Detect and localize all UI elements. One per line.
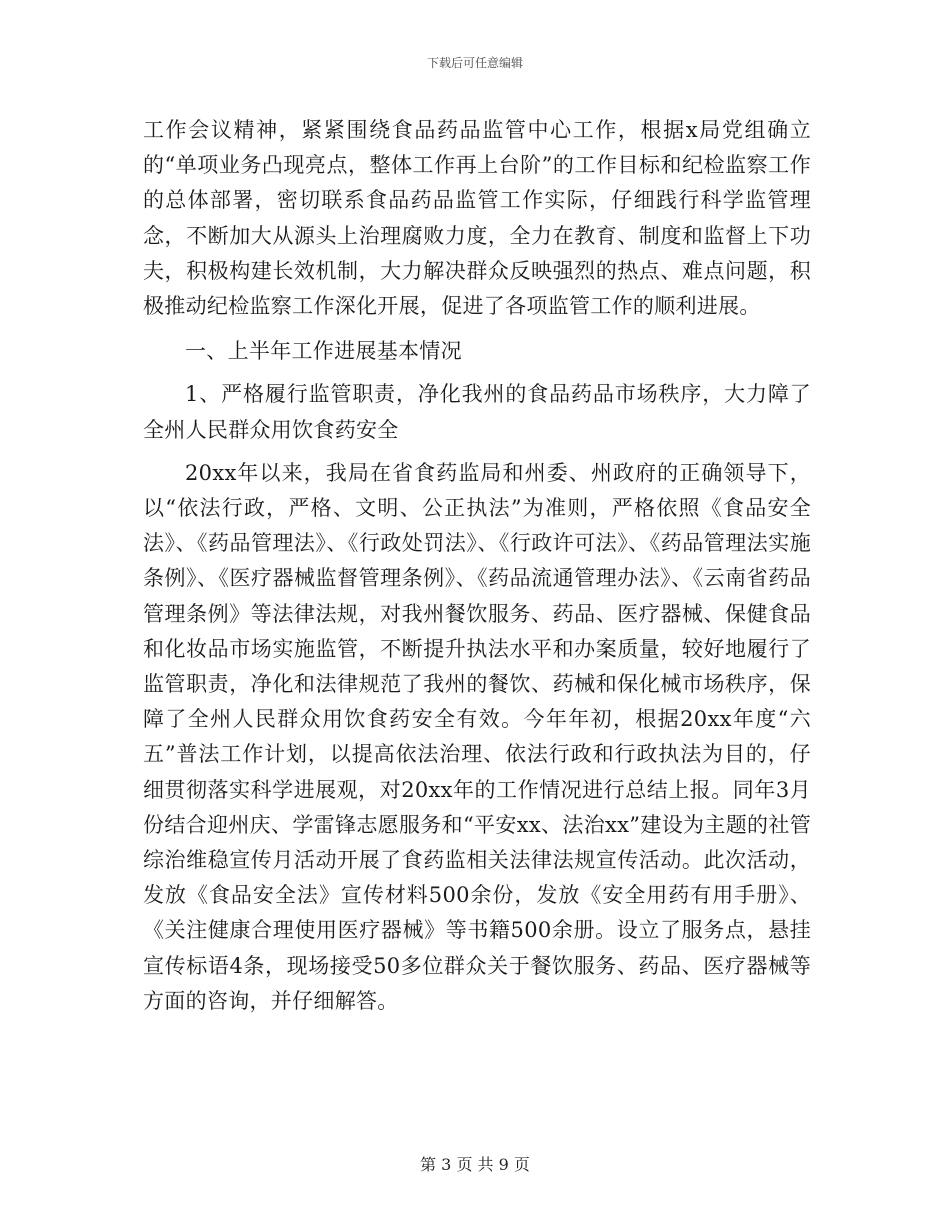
paragraph-continuation: 工作会议精神，紧紧围绕食品药品监管中心工作，根据x局党组确立的“单项业务凸现亮点，整体工作再上台阶”的工作目标和纪检监察工作的总体部署，密切联系食品药品监管工作实际，仔细践行科学监管理念，不断加大从源头上治理腐败力度，全力在教育、制度和监督上下功夫，积极构建长效机制，大力解决群众反映强烈的热点、难点问题，积极推动纪检监察工作深化开展，促进了各项监管工作的顺利进展。 [143,118,811,319]
paragraph-body: 20xx年以来，我局在省食药监局和州委、州政府的正确领导下，以“依法行政，严格、文明、公正执法”为准则，严格依照《食品安全法》、《药品管理法》、《行政处罚法》、《行政许可法》、《药品管理法实施条例》、《医疗器械监督管理条例》、《药品流通管理办法》、《云南省药品管理条例》等法律法规，对我州餐饮服务、药品、医疗器械、保健食品和化妆品市场实施监管，不断提升执法水平和办案质量，较好地履行了监管职责，净化和法律规范了我州的餐饮、药械和保化械市场秩序，保障了全州人民群众用饮食药安全有效。今年年初，根据20xx年度“六五”普法工作计划，以提高依法治理、依法行政和行政执法为目的，仔细贯彻落实科学进展观，对20xx年的工作情况进行总结上报。同年3月份结合迎州庆、学雷锋志愿服务和“平安xx、法治xx”建设为主题的社管综治维稳宣传月活动开展了食药监相关法律法规宣传活动。此次活动，发放《食品安全法》宣传材料500余份，发放《安全用药有用手册》、《关注健康合理使用医疗器械》等书籍500余册。设立了服务点，悬挂宣传标语4条，现场接受50多位群众关于餐饮服务、药品、医疗器械等方面的咨询，并仔细解答。 [143,460,811,1013]
page-number-footer: 第 3 页 共 9 页 [420,1155,530,1174]
subsection-heading: 1、严格履行监管职责，净化我州的食品药品市场秩序，大力障了全州人民群众用饮食药安全 [143,382,811,442]
document-body [143,113,811,1019]
section-heading: 一、上半年工作进展基本情况 [185,339,462,364]
page-header: 下载后可任意编辑 [426,56,523,70]
